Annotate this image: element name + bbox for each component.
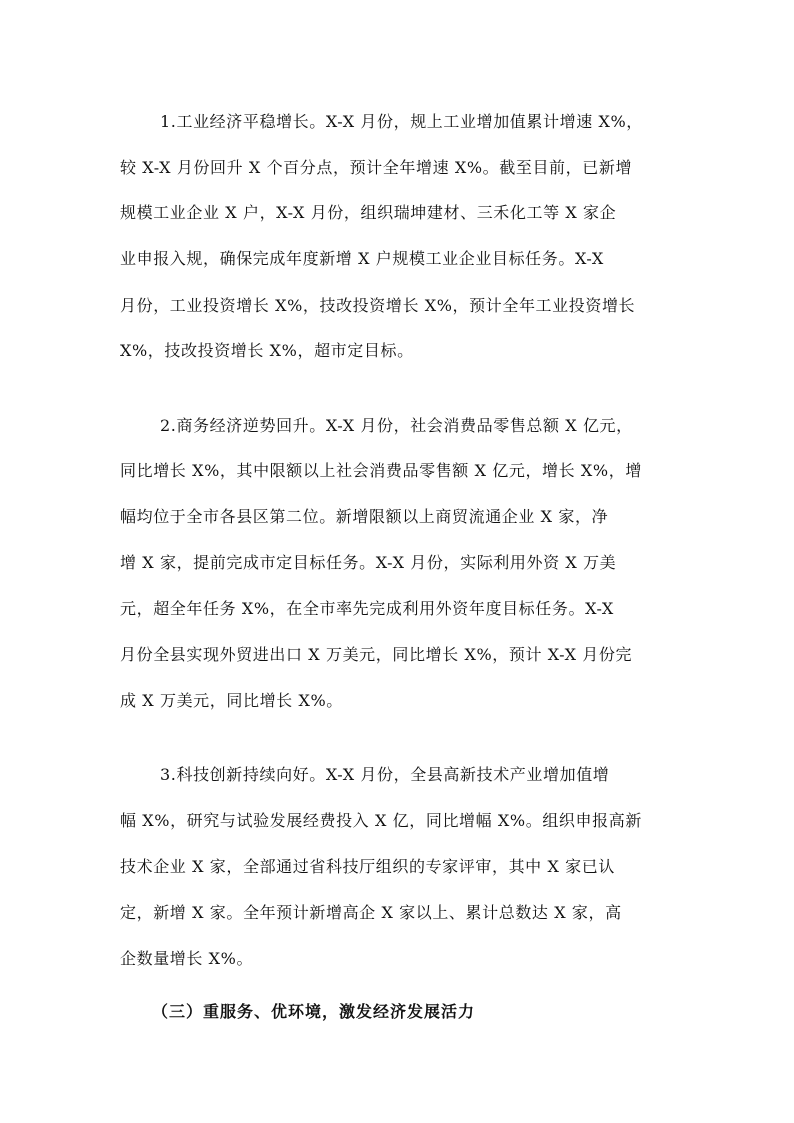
section-heading: （三）重服务、优环境，激发经济发展活力 [152, 1002, 476, 1021]
paragraph-line: 定，新增 X 家。全年预计新增高企 X 家以上、累计总数达 X 家，高 [120, 903, 622, 922]
paragraph-line: 企数量增长 X%。 [120, 949, 254, 968]
paragraph-line: 幅均位于全市各县区第二位。新增限额以上商贸流通企业 X 家，净 [120, 507, 609, 526]
paragraph-line: 增 X 家，提前完成市定目标任务。X-X 月份，实际利用外资 X 万美 [120, 553, 617, 572]
paragraph-line: 月份，工业投资增长 X%，技改投资增长 X%，预计全年工业投资增长 [120, 296, 636, 315]
paragraph-line: 2.商务经济逆势回升。X-X 月份，社会消费品零售总额 X 亿元， [160, 416, 633, 435]
paragraph-line: 技术企业 X 家，全部通过省科技厅组织的专家评审，其中 X 家已认 [120, 857, 615, 876]
paragraph-line: 同比增长 X%，其中限额以上社会消费品零售额 X 亿元，增长 X%，增 [120, 461, 642, 480]
paragraph-line: 月份全县实现外贸进出口 X 万美元，同比增长 X%，预计 X-X 月份完 [120, 645, 633, 664]
paragraph-line: 成 X 万美元，同比增长 X%。 [120, 691, 343, 710]
paragraph-line: 业申报入规，确保完成年度新增 X 户规模工业企业目标任务。X-X [120, 249, 604, 268]
paragraph-line: X%，技改投资增长 X%，超市定目标。 [120, 341, 414, 360]
paragraph-line: 规模工业企业 X 户，X-X 月份，组织瑞坤建材、三禾化工等 X 家企 [120, 203, 617, 222]
paragraph-line: 幅 X%，研究与试验发展经费投入 X 亿，同比增幅 X%。组织申报高新 [120, 811, 642, 830]
paragraph-line: 1.工业经济平稳增长。X-X 月份，规上工业增加值累计增速 X%， [160, 112, 643, 131]
paragraph-line: 3.科技创新持续向好。X-X 月份，全县高新技术产业增加值增 [160, 765, 610, 784]
paragraph-line: 较 X-X 月份回升 X 个百分点，预计全年增速 X%。截至目前，已新增 [120, 158, 633, 177]
paragraph-line: 元，超全年任务 X%，在全市率先完成利用外资年度目标任务。X-X [120, 599, 614, 618]
